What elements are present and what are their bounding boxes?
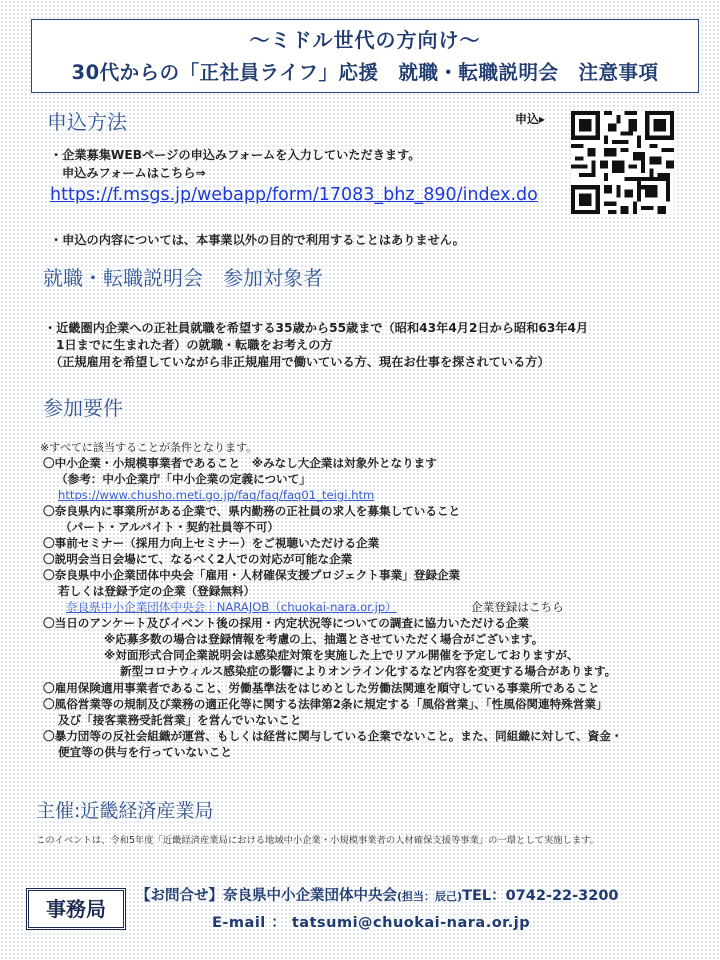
title-line-1: ～ミドル世代の方向け～ [249, 28, 481, 52]
title-box [31, 19, 699, 93]
req-item-staff: 〇説明会当日会場にて、なるべく2人での対応が可能な企業 [43, 552, 353, 566]
contact-line [136, 884, 619, 905]
contact-prefix: 【お問合せ】奈良県中小企業団体中央会 [136, 888, 397, 904]
req-item-registered: 〇奈良県中小企業団体中央会「雇用・人材確保支援プロジェクト事業」登録企業 [43, 568, 461, 582]
req-item-insurance: 〇雇用保険適用事業者であること、労働基準法をはじめとした労働法関連を順守している事業所であること [43, 681, 600, 695]
target-heading: 就職・転職説明会 参加対象者 [43, 266, 323, 290]
req-item-seminar: 〇事前セミナー（採用力向上セミナー）をご視聴いただける企業 [43, 536, 380, 550]
req-item-smb: 〇中小企業・小規模事業者であること ※みなし大企業は対象外となります [43, 456, 437, 470]
req-item-antisocial: 〇暴力団等の反社会組織が運営、もしくは経営に関与している企業でないこと。また、同組織に対して、資金・ [43, 729, 623, 743]
target-line-3: （正規雇用を希望していながら非正規雇用で働いている方、現在お仕事を探されている方） [50, 355, 550, 369]
req-note-covid-2: 新型コロナウィルス感染症の影響によりオンライン化するなど内容を変更する場合があります。 [120, 664, 617, 678]
target-line-1: ・近畿圏内企業への正社員就職を希望する35歳から55歳まで（昭和43年4月2日から昭和63年4月 [44, 321, 589, 335]
contact-email[interactable]: E-mail ： tatsumi@chuokai-nara.or.jp [212, 915, 531, 931]
qr-code-icon[interactable] [571, 111, 674, 214]
contact-tel[interactable]: TEL：0742-22-3200 [462, 888, 619, 904]
apply-note: ・申込の内容については、本事業以外の目的で利用することはありません。 [50, 233, 465, 247]
office-label: 事務局 [26, 888, 126, 930]
req-item-nara-note: （パート・アルバイト・契約社員等不可） [60, 520, 280, 534]
title-line-2: 30代からの「正社員ライフ」応援 就職・転職説明会 注意事項 [71, 61, 659, 84]
req-item-adult-business: 〇風俗営業等の規制及び業務の適正化等に関する法律第2条に規定する「風俗営業」、「性風俗関連特殊営業」 [43, 697, 608, 711]
apply-line-1: ・企業募集WEBページの申込みフォームを入力していただきます。 [50, 148, 421, 162]
req-item-registered-note: 若しくは登録予定の企業（登録無料） [58, 584, 256, 598]
requirements-intro: ※すべてに該当することが条件となります。 [40, 441, 258, 454]
target-line-2: 1日までに生まれた者）の就職・転職をお考えの方 [56, 338, 333, 352]
req-reference: （参考：中小企業庁「中小企業の定義について」 [56, 472, 311, 486]
req-note-lottery: ※応募多数の場合は登録情報を考慮の上、抽選とさせていただく場合がございます。 [104, 632, 544, 646]
organizer-heading: 主催:近畿経済産業局 [36, 800, 214, 822]
contact-person: (担当：辰己) [397, 890, 463, 903]
apply-heading: 申込方法 [47, 110, 127, 134]
req-item-adult-business-2: 及び「接客業務受託営業」を営んでいないこと [58, 713, 302, 727]
req-item-nara: 〇奈良県内に事業所がある企業で、県内勤務の正社員の求人を募集していること [43, 504, 461, 518]
requirements-heading: 参加要件 [43, 396, 123, 420]
req-item-survey: 〇当日のアンケート及びイベント後の採用・内定状況等についての調査に協力いただける企業 [43, 616, 530, 630]
apply-form-link[interactable]: https://f.msgs.jp/webapp/form/17083_bhz_890/index.do [50, 185, 538, 205]
apply-line-2: 申込みフォームはこちら⇒ [62, 166, 206, 180]
req-item-antisocial-2: 便宜等の供与を行っていないこと [58, 745, 232, 759]
qr-label: 申込▸ [515, 112, 546, 126]
req-reference-link[interactable]: https://www.chusho.meti.go.jp/faq/faq/faq01_teigi.htm [58, 488, 375, 502]
req-note-covid-1: ※対面形式合同企業説明会は感染症対策を実施した上でリアル開催を予定しておりますが、 [104, 648, 579, 662]
narajob-link[interactable]: 奈良県中小企業団体中央会｜NARAJOB（chuokai-nara.or.jp） [66, 600, 397, 614]
narajob-link-label: 企業登録はこちら [471, 600, 564, 614]
organizer-note: このイベントは、令和5年度「近畿経済産業局における地域中小企業・小規模事業者の人材確保支援等事業」の一環として実施します。 [36, 835, 599, 846]
